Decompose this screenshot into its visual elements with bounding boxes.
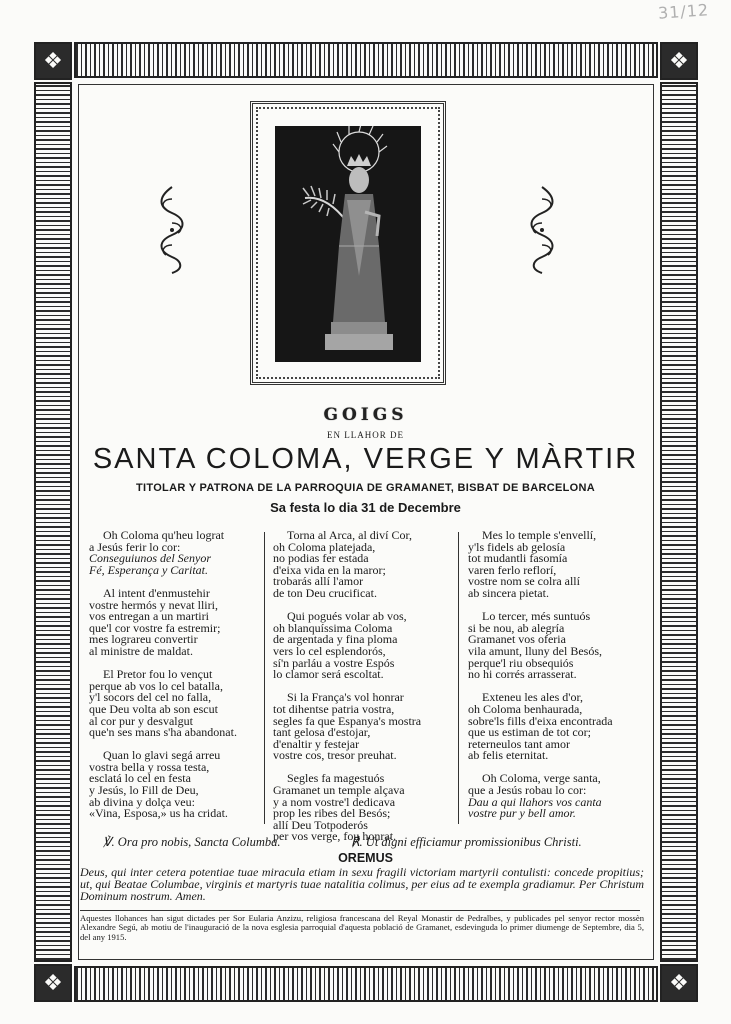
border-bottom — [74, 966, 658, 1002]
verse-line: al ministre de maldat. — [89, 643, 193, 658]
verse-line: oh blanquíssima Coloma — [273, 620, 393, 635]
acanthus-scroll-icon — [520, 185, 564, 275]
stanza — [273, 773, 458, 843]
stanza — [89, 585, 265, 658]
corner-rosette-icon: ❖ — [34, 964, 72, 1002]
stanza — [89, 669, 265, 739]
verse-line: per vos verge, fou honrat. — [273, 829, 397, 844]
verse-line: no hi corrés arrasserat. — [468, 667, 577, 682]
verse-line: Si la França's vol honrar — [287, 690, 404, 705]
verse-line: que'n ses mans s'ha abandonat. — [89, 725, 237, 740]
verse-line: Oh Coloma, verge santa, — [482, 771, 601, 786]
stanza — [89, 530, 265, 576]
verse-line: allí Deu Totpoderós — [273, 817, 368, 832]
footnote: Aquestes llohances han sigut dictades per Sor Eularia Anzizu, religiosa francescana del Reyal Monastir de Pedralbes, y publicades pel senyor rector mossèn Alexandre Segú, ab motiu de l'inauguració de la nova esglesia parroquial d'aquesta població de Gramanet, esdevinguda lo primer diumenge de Septembre, dia 5, del any 1915. — [80, 913, 644, 942]
versicle: ℣. Ora pro nobis, Sancta Columba. — [103, 835, 281, 849]
verse-line: trobarás allí l'amor — [273, 574, 364, 589]
verse-line: vostre hermós y nevat lliri, — [89, 597, 218, 612]
goigs-heading: GOIGS — [323, 405, 408, 425]
verse-line: d'eixa vida en la maror; — [273, 562, 386, 577]
verse-line: ab felis eternitat. — [468, 748, 549, 763]
border-left — [34, 82, 72, 962]
stanza — [89, 750, 265, 820]
column-divider — [458, 532, 459, 824]
verse-line: Fé, Esperança y Caritat. — [89, 562, 208, 577]
verse-line: d'enaltir y festejar — [273, 736, 360, 751]
response: ℟. Ut digni efficiamur promissionibus Christi. — [351, 835, 582, 849]
corner-rosette-icon: ❖ — [34, 42, 72, 80]
stanza — [273, 530, 458, 600]
verse-line: Conseguiunos del Senyor — [89, 551, 211, 566]
verse-line: oh Coloma benhaurada, — [468, 701, 583, 716]
verse-line: y'ls fidels ab gelosía — [468, 539, 566, 554]
verse-line: que'l cor vostre fa estremir; — [89, 620, 221, 635]
verse-line: Gramanet vos oferia — [468, 632, 566, 647]
verse-line: reterneulos tant amor — [468, 736, 570, 751]
verse-line: Oh Coloma qu'heu lograt — [103, 528, 225, 542]
verse-line: vostre nom se colra allí — [468, 574, 580, 589]
verse-line: no podias fer estada — [273, 551, 369, 566]
verse-line: esclatá lo cel en festa — [89, 771, 191, 786]
verse-line: perque ab vos lo cel batalla, — [89, 678, 223, 693]
saint-statue-image — [275, 126, 421, 362]
verse-line: vers lo cel esplendorós, — [273, 643, 386, 658]
verse-line: oh Coloma platejada, — [273, 539, 376, 554]
verse-column-2 — [273, 530, 458, 855]
verse-line: Mes lo temple s'envellí, — [482, 528, 597, 542]
verse-line: tot mudantli fasomía — [468, 551, 568, 566]
verse-line: si be nou, ab alegría — [468, 620, 565, 635]
verse-line: Torna al Arca, al diví Cor, — [287, 528, 412, 542]
verse-line: y'l socors del cel no falla, — [89, 690, 212, 705]
verse-line: vila amunt, lluny del Besós, — [468, 643, 602, 658]
verse-line: «Vina, Esposa,» us ha cridat. — [89, 806, 228, 821]
verse-line: de ton Deu crucificat. — [273, 585, 377, 600]
verse-line: que us estiman de tot cor; — [468, 725, 591, 740]
en-llahor-de: EN LLAHOR DE — [327, 430, 404, 440]
border-right — [660, 82, 698, 962]
acanthus-scroll-icon — [150, 185, 194, 275]
verse-line: que Deu volta ab son escut — [89, 701, 218, 716]
verse-line: sí'n parláu a vostre Espós — [273, 655, 395, 670]
verse-line: al cor pur y desvalgut — [89, 713, 193, 728]
stanza — [468, 692, 644, 762]
verse-line: lo clamor será escoltat. — [273, 667, 384, 682]
verse-line: Al intent d'enmustehir — [103, 585, 210, 600]
verse-line: y a nom vostre'l dedicava — [273, 794, 396, 809]
stanza — [273, 692, 458, 762]
verse-line: que a Jesús robau lo cor: — [468, 783, 587, 798]
verse-line: mes lograreu convertir — [89, 632, 198, 647]
verse-column-3 — [468, 530, 644, 831]
subtitle: TITOLAR Y PATRONA DE LA PARROQUIA DE GRAMANET, BISBAT DE BARCELONA — [136, 482, 595, 494]
verse-line: Qui pogués volar ab vos, — [287, 609, 407, 624]
verse-line: tant gelosa d'estojar, — [273, 725, 371, 740]
verse-line: Segles fa magestuós — [287, 771, 385, 786]
feast-date: Sa festa lo dia 31 de Decembre — [270, 500, 461, 515]
stanza — [468, 530, 644, 600]
verse-line: vostre pur y bell amor. — [468, 806, 576, 821]
corner-rosette-icon: ❖ — [660, 964, 698, 1002]
verse-line: de argentada y fina ploma — [273, 632, 398, 647]
portrait-frame — [250, 101, 446, 385]
verse-line: ab divina y dolça veu: — [89, 794, 195, 809]
divider — [80, 910, 640, 911]
verse-line: vostra bella y rossa testa, — [89, 759, 210, 774]
verse-line: Gramanet un temple alçava — [273, 783, 405, 798]
verse-line: segles fa que Espanya's mostra — [273, 713, 422, 728]
verse-line: vos entregan a un martiri — [89, 609, 209, 624]
verse-line: El Pretor fou lo vençut — [103, 667, 213, 682]
corner-rosette-icon: ❖ — [660, 42, 698, 80]
verse-column-1 — [89, 530, 265, 831]
verse-line: a Jesús ferir lo cor: — [89, 539, 181, 554]
verse-line: Quan lo glavi segá arreu — [103, 748, 221, 763]
stanza — [468, 611, 644, 681]
verse-line: Dau a qui llahors vos canta — [468, 794, 602, 809]
verse-line: Lo tercer, més suntuós — [482, 609, 591, 624]
prayer-text: Deus, qui inter cetera potentiae tuae miracula etiam in sexu fragili victoriam martyrii contulisti: concede propitius; ut, qui Beatae Columbae, virginis et martyris tuae natalitia colimus, per eius ad te exempla gradiamur. Per Christum Dominum nostrum. Amen. — [80, 865, 644, 903]
verse-line: y Jesús, lo Fill de Deu, — [89, 783, 199, 798]
verse-line: perque'l riu obsequiós — [468, 655, 574, 670]
verse-line: prop les ribes del Besós; — [273, 806, 391, 821]
handwritten-page-number: 31/12 — [657, 0, 710, 23]
verse-line: tot dihentse patria vostra, — [273, 701, 395, 716]
verse-line: Exteneu les ales d'or, — [482, 690, 583, 705]
stanza — [468, 773, 644, 819]
oremus-heading: OREMUS — [338, 851, 393, 865]
stanza — [273, 611, 458, 681]
verse-line: sobre'ls fills d'eixa encontrada — [468, 713, 613, 728]
verse-line: vostre cos, tresor preuhat. — [273, 748, 397, 763]
verse-line: varen ferlo reflorí, — [468, 562, 557, 577]
verse-line: ab sincera pietat. — [468, 585, 549, 600]
border-top — [74, 42, 658, 78]
page-title: SANTA COLOMA, VERGE Y MÀRTIR — [92, 443, 639, 475]
